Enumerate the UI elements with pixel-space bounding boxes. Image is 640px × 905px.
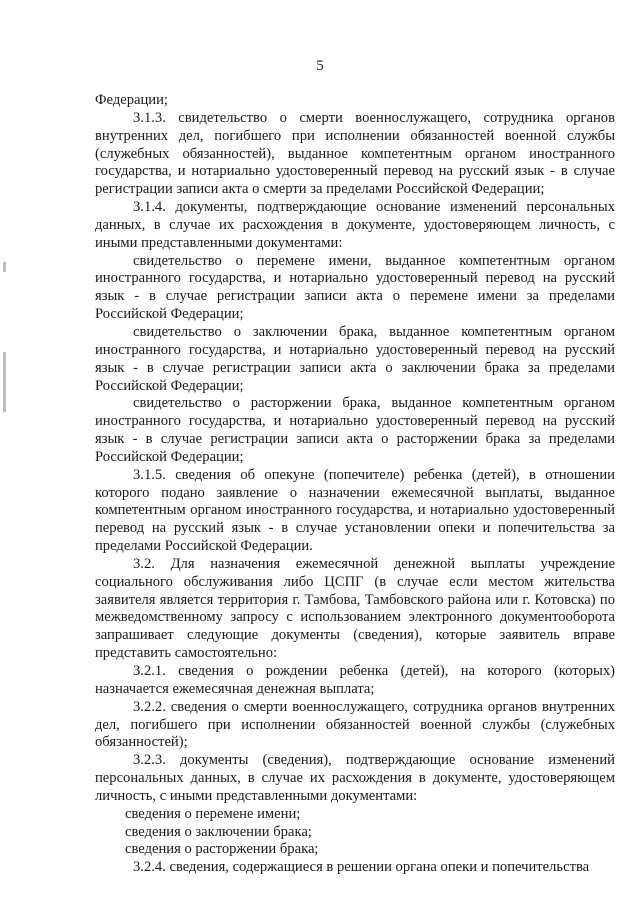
list-item: сведения о заключении брака;	[125, 823, 312, 840]
paragraph: 3.1.4. документы, подтверждающие основание изменений персональных данных, в случае их расхождения в документе, удостоверяющем личность, с иными представленными документами:	[95, 199, 615, 251]
list-item: сведения о перемене имени;	[125, 805, 301, 822]
document-body	[95, 92, 615, 877]
paragraph: 3.2.4. сведения, содержащиеся в решении органа опеки и попечительства	[133, 859, 590, 876]
paragraph: 3.2. Для назначения ежемесячной денежной выплаты учреждение социального обслуживания либо ЦСПГ (в случае если местом жительства заявителя является территория г. Тамбова, Тамбовского района или г. Котовска) по межведомственному запросу с использованием электронного документооборота запрашивает следующие документы (сведения), которые заявитель вправе представить самостоятельно:	[95, 555, 615, 662]
paragraph: свидетельство о заключении брака, выданное компетентным органом иностранного государства, и нотариально удостоверенный перевод на русский язык - в случае регистрации записи акта о заключении брака за пределами Российской Федерации;	[95, 323, 615, 394]
page-number: 5	[316, 58, 324, 74]
paragraph: Федерации;	[95, 92, 168, 108]
paragraph: 3.1.5. сведения об опекуне (попечителе) ребенка (детей), в отношении которого подано заявление о назначении ежемесячной выплаты, выданное компетентным органом иностранного государства, и нотариально удостоверенный перевод на русский язык - в случае установлении опеки и попечительства за пределами Российской Федерации.	[95, 466, 615, 555]
list-item: сведения о расторжении брака;	[125, 841, 319, 858]
paragraph: 3.2.1. сведения о рождении ребенка (детей), на которого (которых) назначается ежемесячная денежная выплата;	[95, 663, 615, 697]
paragraph: 3.1.3. свидетельство о смерти военнослужащего, сотрудника органов внутренних дел, погибшего при исполнении обязанностей военной службы (служебных обязанностей), выданное компетентным органом иностранного государства, и нотариально удостоверенный перевод на русский язык - в случае регистрации записи акта о смерти за пределами Российской Федерации;	[95, 109, 615, 198]
margin-mark	[3, 262, 6, 272]
margin-mark	[3, 352, 6, 412]
paragraph: 3.2.3. документы (сведения), подтверждающие основание изменений персональных данных, в случае их расхождения в документе, удостоверяющем личность, с иными представленными документами:	[95, 752, 615, 804]
paragraph: свидетельство о расторжении брака, выданное компетентным органом иностранного государства, и нотариально удостоверенный перевод на русский язык - в случае регистрации записи акта о расторжении брака за пределами Российской Федерации;	[95, 395, 615, 465]
paragraph: свидетельство о перемене имени, выданное компетентным органом иностранного государства, и нотариально удостоверенный перевод на русский язык - в случае регистрации записи акта о перемене имени за пределами Российской Федерации;	[95, 252, 615, 323]
paragraph: 3.2.2. сведения о смерти военнослужащего, сотрудника органов внутренних дел, погибшего при исполнении обязанностей военной службы (служебных обязанностей);	[95, 698, 615, 751]
